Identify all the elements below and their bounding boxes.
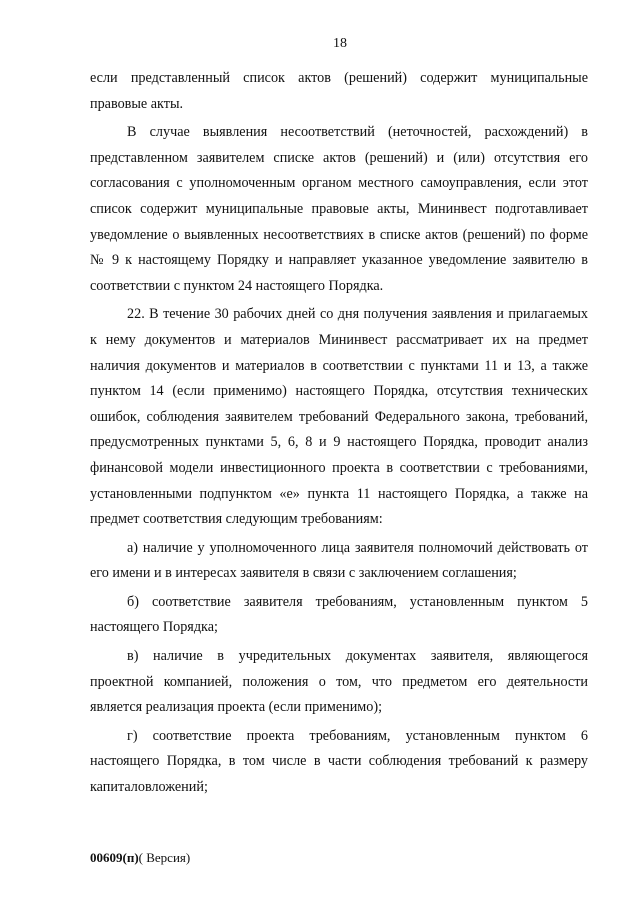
paragraph-continuation: если представленный список актов (решений) содержит муниципальные правовые акты. <box>90 70 588 112</box>
document-code: 00609(п) <box>90 850 139 865</box>
paragraph-clause-22: 22. В течение 30 рабочих дней со дня получения заявления и прилагаемых к нему документов и материалов Мининвест рассматривает их на предмет наличия документов и материалов в соответствии с пунктами 11 и 13, а также пунктом 14 (если применимо) настоящего Порядка, отсутствия технических ошибок, соблюдения заявителем требований Федерального закона, требований, предусмотренных пунктами 5, 6, 8 и 9 настоящего Порядка, проводит анализ финансовой модели инвестиционного проекта в соответствии с требованиями, установленными подпунктом «е» пункта 11 настоящего Порядка, а также на предмет соответствия следующим требованиям: <box>90 306 588 528</box>
list-item-b: б) соответствие заявителя требованиям, установленным пунктом 5 настоящего Порядка; <box>90 593 588 636</box>
document-version: ( Версия) <box>138 850 191 865</box>
list-item-a: а) наличие у уполномоченного лица заявителя полномочий действовать от его имени и в интересах заявителя в связи с заключением соглашения; <box>90 539 588 582</box>
page-number: 18 <box>333 36 347 51</box>
document-body <box>90 66 588 804</box>
list-item-g: г) соответствие проекта требованиям, установленным пунктом 6 настоящего Порядка, в том числе в части соблюдения требований к размеру капиталовложений; <box>90 727 588 796</box>
paragraph-discrepancies-notice: В случае выявления несоответствий (неточностей, расхождений) в представленном заявителем списке актов (решений) и (или) отсутствия его согласования с уполномоченным органом местного самоуправления, если этот список содержит муниципальные правовые акты, Мининвест подготавливает уведомление о выявленных несоответствиях в списке актов (решений) по форме № 9 к настоящему Порядку и направляет указанное уведомление заявителю в соответствии с пунктом 24 настоящего Порядка. <box>90 124 588 294</box>
list-item-v: в) наличие в учредительных документах заявителя, являющегося проектной компанией, положения о том, что предметом его деятельности является реализация проекта (если применимо); <box>90 648 588 716</box>
document-footer <box>90 850 190 866</box>
